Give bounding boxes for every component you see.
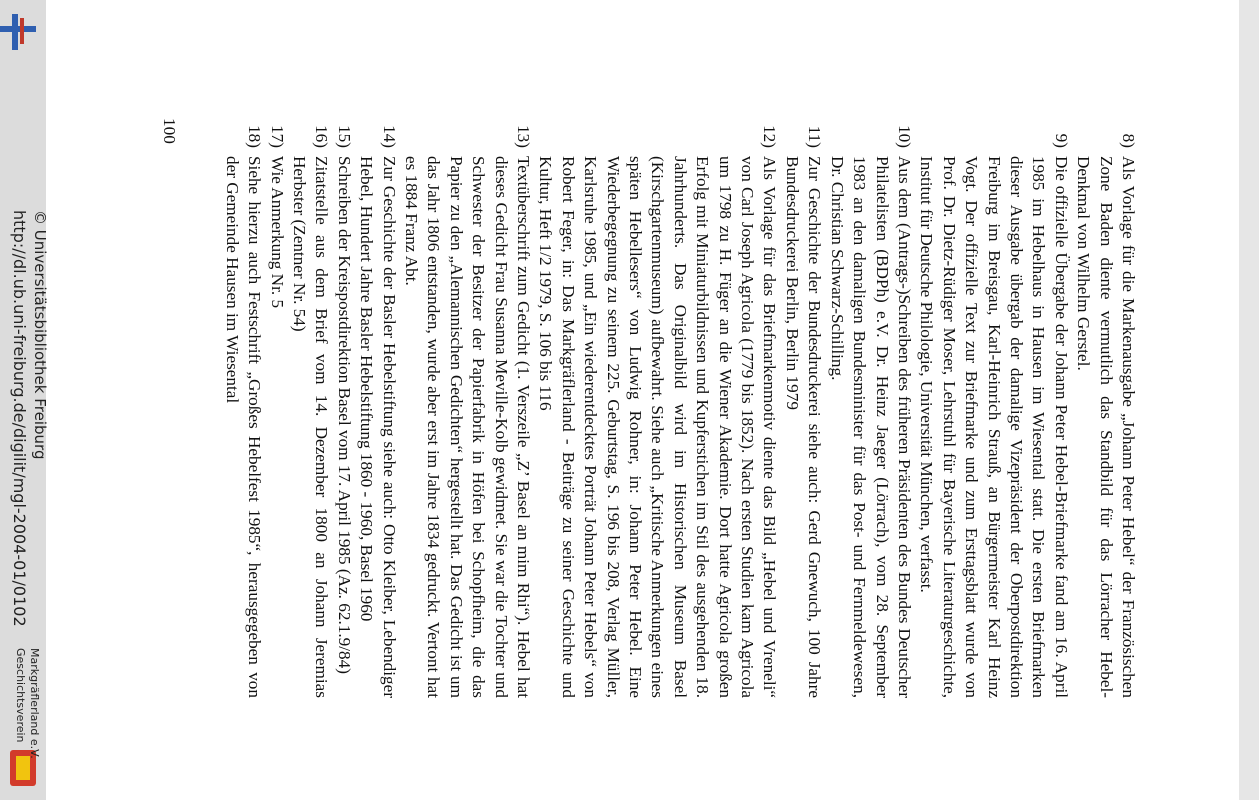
endnote (265, 118, 287, 698)
endnote-number: 15) (334, 125, 354, 148)
org-name-line1: Geschichtsverein (14, 648, 27, 743)
endnote-text: Aus dem (Antrags-)Schreiben des früheren Präsidenten des Bundes Deutscher Philatelisten (BDPh) e.V. Dr. Heinz Jaeger (Lörrach), vom 28. September 1983 an den damaligen Bundesminister für das Post- und Fernmeldewesen, Dr. Christian Schwarz-Schilling. (827, 156, 914, 698)
endnote-text: Siehe hierzu auch Festschrift „Großes Hebelfest 1985“, herausgegeben von der Gemeinde Hausen im Wiesental (222, 156, 265, 698)
copyright-line: © Universitätsbibliothek Freiburg (31, 210, 49, 460)
endnote-number: 10) (894, 125, 914, 148)
endnote-number: 8) (1119, 133, 1138, 148)
endnote (915, 118, 1072, 698)
endnote-number: 9) (1051, 133, 1071, 148)
endnote (781, 118, 826, 698)
endnote (1072, 118, 1139, 698)
endnotes-list (220, 118, 1139, 698)
endnote-text: Wie Anmerkung Nr. 5 (267, 156, 287, 309)
page-number: 100 (160, 118, 179, 144)
endnote-text: Zur Geschichte der Bundesdruckerei siehe auch: Gerd Gnewuch, 100 Jahre Bundesdruckerei Berlin, Berlin 1979 (782, 156, 825, 698)
org-name-line2: Markgräflerland e.V. (28, 648, 41, 759)
endnote-number: 18) (245, 125, 265, 148)
endnote-text: Textüberschrift zum Gedicht (1. Verszeile „Z’ Basel an mim Rhi“). Hebel hat dieses Gedicht Frau Susanna Meville-Kolb gewidmet. Sie war die Tochter und Schwester der Besitzer der Papierfabrik in Höfen bei Schopfheim, die das Papier zu den „Alemannischen Gedichten“ hergestellt hat. Das Gedicht ist um das Jahr 1806 entstanden, wurde aber erst im Jahre 1834 gedruckt. Vertont hat es 1884 Franz Abt. (402, 156, 534, 698)
endnote-text: Schreiben der Kreispostdirektion Basel vom 17. April 1985 (Az. 62.1.9/84) (334, 156, 354, 674)
endnote (355, 118, 400, 698)
endnote (220, 118, 265, 698)
source-url[interactable]: http://dl.ub.uni-freiburg.de/digilit/mgl-2004-01/0102 (10, 210, 29, 627)
endnote (288, 118, 333, 698)
endnote (400, 118, 534, 698)
endnote-number: 13) (514, 125, 534, 148)
endnote-text: Als Vorlage für das Briefmarkenmotiv diente das Bild „Hebel und Vreneli“ von Carl Joseph Agricola (1779 bis 1852). Nach ersten Studien kam Agricola um 1798 zu H. Füger an die Wiener Akademie. Dort hatte Agricola großen Erfolg mit Miniaturbildnissen und Kupferstichen im Stil des ausgehenden 18. Jahrhunderts. Das Originalbild wird im Historischen Museum Basel (Kirschgartenmuseum) aufbewahrt. Siehe auch „Kritische Anmerkungen eines späten Hebellesers“ von Ludwig Rohner, in: Johann Peter Hebel. Eine Wiederbegegnung zu seinem 225. Geburtstag, S. 196 bis 208, Verlag Müller, Karlsruhe 1985, und „Ein wiederentdecktes Porträt Johann Peter Hebels“ von Robert Feger, in: Das Markgräflerland - Beiträge zu seiner Geschichte und Kultur, Heft 1/2 1979, S. 106 bis 116 (536, 156, 780, 698)
endnote-number: 17) (267, 125, 287, 148)
endnote (332, 118, 354, 698)
endnote-number: 16) (312, 125, 332, 148)
endnote-text: Die offizielle Übergabe der Johann Peter Hebel-Briefmarke fand am 16. April 1985 im Hebelhaus in Hausen im Wiesental statt. Die ersten Briefmarken dieser Ausgabe übergab der damalige Vizepräsident der Oberpostdirektion Freiburg im Breisgau, Karl-Heinrich Strauß, an Bürgermeister Karl Heinz Vogt. Der offizielle Text zur Briefmarke und zum Ersttagsblatt wurde von Prof. Dr. Dietz-Rüdiger Moser, Lehrstuhl für Bayerische Literaturgeschichte, Institut für Deutsche Philologie, Universität München, verfasst. (917, 156, 1071, 698)
endnote (825, 118, 915, 698)
endnote (534, 118, 780, 698)
endnote-number: 11) (805, 125, 825, 148)
endnote-text: Zitatstelle aus dem Brief vom 14. Dezember 1800 an Johann Jeremias Herbster (Zentner Nr. 54) (289, 156, 332, 698)
endnote-text: Als Vorlage für die Markenausgabe „Johann Peter Hebel“ der Französischen Zone Baden diente vermutlich das Standbild für das Lörracher Hebel-Denkmal von Wilhelm Gerstel. (1074, 156, 1138, 698)
endnote-text: Zur Geschichte der Basler Hebelstiftung siehe auch: Otto Kleiber, Lebendiger Hebel, Hundert Jahre Basler Hebelstiftung 1860 - 1960, Basel 1960 (357, 156, 399, 698)
endnote-number: 14) (379, 125, 399, 148)
endnote-number: 12) (760, 125, 780, 148)
